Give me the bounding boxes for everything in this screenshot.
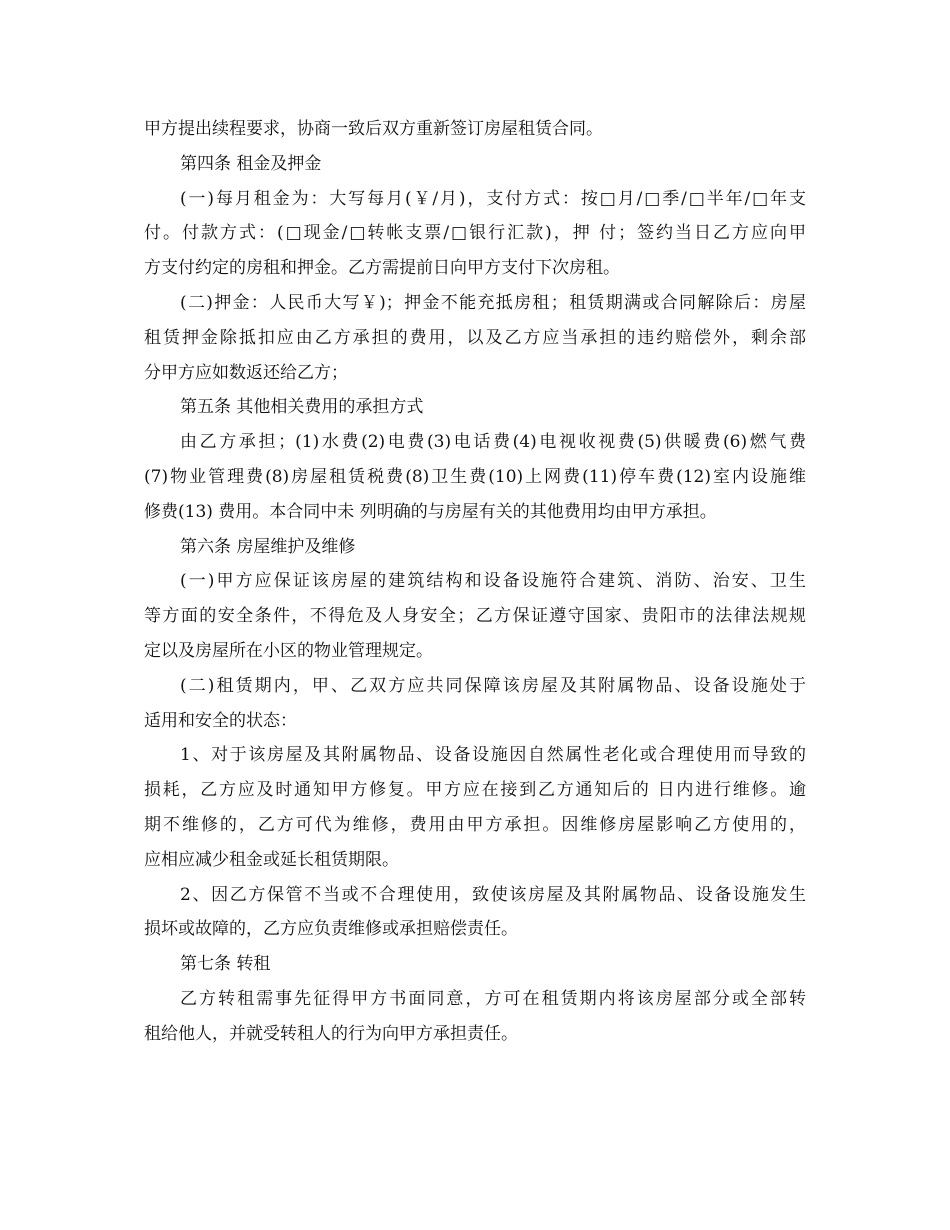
text-line: 第六条 房屋维护及维修 <box>180 536 356 557</box>
section-heading <box>144 530 806 565</box>
text-line: 由乙方承担；(1)水费(2)电费(3)电话费(4)电视收视费(5)供暖费(6)燃气费 <box>180 432 806 453</box>
text-line: 修费(13) 费用。本合同中未 列明确的与房屋有关的其他费用均由甲方承担。 <box>144 501 717 522</box>
text-line: 适用和安全的状态： <box>144 710 297 731</box>
section-heading <box>144 947 806 982</box>
text-line: 2、因乙方保管不当或不合理使用，致使该房屋及其附属物品、设备设施发生 <box>180 884 806 905</box>
text-line: 期不维修的，乙方可代为维修，费用由甲方承担。因维修房屋影响乙方使用的， <box>144 814 806 835</box>
paragraph <box>144 878 806 948</box>
text-line: (7)物业管理费(8)房屋租赁税费(8)卫生费(10)上网费(11)停车费(12)室内设施维 <box>144 466 806 487</box>
text-line: 等方面的安全条件，不得危及人身安全；乙方保证遵守国家、贵阳市的法律法规规 <box>144 606 806 627</box>
text-line: 付。付款方式：(□现金/□转帐支票/□银行汇款)，押 付；签约当日乙方应向甲 <box>144 223 806 244</box>
text-line: 1、对于该房屋及其附属物品、设备设施因自然属性老化或合理使用而导致的 <box>180 745 806 766</box>
document-page <box>144 112 806 1052</box>
paragraph <box>144 425 806 529</box>
text-line: 租给他人，并就受转租人的行为向甲方承担责任。 <box>144 1023 518 1044</box>
text-line: 应相应减少租金或延长租赁期限。 <box>144 849 399 870</box>
text-line: (二)租赁期内，甲、乙双方应共同保障该房屋及其附属物品、设备设施处于 <box>180 675 806 696</box>
text-line: (二)押金：人民币大写￥)；押金不能充抵房租；租赁期满或合同解除后：房屋 <box>180 292 806 313</box>
text-line: 甲方提出续程要求，协商一致后双方重新签订房屋租赁合同。 <box>144 119 603 139</box>
paragraph <box>144 286 806 390</box>
text-line: 第四条 租金及押金 <box>180 153 322 174</box>
paragraph <box>144 564 806 668</box>
text-line: 方支付约定的房租和押金。乙方需提前日向甲方支付下次房租。 <box>144 258 620 279</box>
text-line: (一)每月租金为：大写每月(￥/月)，支付方式：按□月/□季/□半年/□年支 <box>180 188 806 209</box>
text-line: 乙方转租需事先征得甲方书面同意，方可在租赁期内将该房屋部分或全部转 <box>180 988 806 1009</box>
paragraph <box>144 738 806 877</box>
paragraph <box>144 182 806 286</box>
text-line: (一)甲方应保证该房屋的建筑结构和设备设施符合建筑、消防、治安、卫生 <box>180 571 806 592</box>
text-line: 租赁押金除抵扣应由乙方承担的费用，以及乙方应当承担的违约赔偿外，剩余部 <box>144 327 806 348</box>
section-heading <box>144 390 806 425</box>
text-line: 第五条 其他相关费用的承担方式 <box>180 397 424 418</box>
text-line: 损坏或故障的，乙方应负责维修或承担赔偿责任。 <box>144 919 518 940</box>
text-line: 定以及房屋所在小区的物业管理规定。 <box>144 640 433 661</box>
paragraph <box>144 112 806 147</box>
text-line: 损耗，乙方应及时通知甲方修复。甲方应在接到乙方通知后的 日内进行维修。逾 <box>144 780 806 801</box>
paragraph <box>144 982 806 1052</box>
section-heading <box>144 147 806 182</box>
text-line: 第七条 转租 <box>180 954 271 975</box>
text-line: 分甲方应如数返还给乙方； <box>144 362 348 383</box>
paragraph <box>144 669 806 739</box>
